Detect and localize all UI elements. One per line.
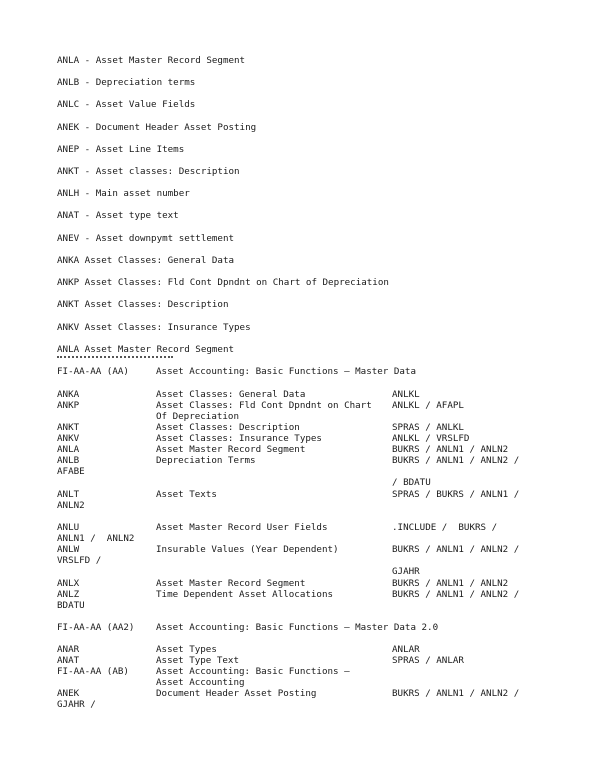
table-name: ANLB — [57, 455, 80, 466]
table-name: ANKV — [57, 433, 80, 444]
table-keys: ANLKL / AFAPL — [392, 400, 464, 411]
table-keys: SPRAS / ANLAR — [392, 655, 464, 666]
table-keys-tail: / BDATU — [392, 477, 431, 488]
table-keys-wrap: ANLN1 / ANLN2 — [57, 533, 135, 544]
table-desc: Depreciation Terms — [156, 455, 256, 466]
table-name: FI-AA-AA (AB) — [57, 666, 129, 677]
table-desc: Asset Classes: Description — [156, 422, 300, 433]
table-name: ANKT — [57, 422, 80, 433]
separator-rule — [57, 356, 173, 358]
section-title: Asset Accounting: Basic Functions – Master Data — [156, 366, 416, 377]
section-code: FI-AA-AA (AA2) — [57, 622, 135, 633]
intro-line: ANEK - Document Header Asset Posting — [57, 122, 257, 133]
table-desc: Insurable Values (Year Dependent) — [156, 544, 339, 555]
table-name: ANAR — [57, 644, 80, 655]
table-keys-wrap: AFABE — [57, 466, 85, 477]
table-keys: BUKRS / ANLN1 / ANLN2 / — [392, 589, 520, 600]
table-desc: Asset Type Text — [156, 655, 239, 666]
table-name: ANEK — [57, 688, 80, 699]
intro-line: ANLH - Main asset number — [57, 188, 190, 199]
table-name: ANAT — [57, 655, 80, 666]
table-keys: SPRAS / BUKRS / ANLN1 / — [392, 489, 520, 500]
table-desc: Asset Types — [156, 644, 217, 655]
table-desc: Asset Accounting — [156, 677, 245, 688]
table-desc: Asset Master Record Segment — [156, 578, 306, 589]
table-desc: Asset Classes: Insurance Types — [156, 433, 322, 444]
table-desc: Of Depreciation — [156, 411, 239, 422]
table-desc: Asset Texts — [156, 489, 217, 500]
table-keys: ANLAR — [392, 644, 420, 655]
table-name: ANLX — [57, 578, 80, 589]
table-name: ANLU — [57, 522, 80, 533]
intro-line: ANEP - Asset Line Items — [57, 144, 185, 155]
table-desc: Asset Master Record User Fields — [156, 522, 328, 533]
intro-line: ANLC - Asset Value Fields — [57, 99, 196, 110]
table-name: ANLZ — [57, 589, 80, 600]
intro-line: ANLA Asset Master Record Segment — [57, 344, 235, 355]
table-name: ANLW — [57, 544, 80, 555]
table-keys-wrap: VRSLFD / — [57, 555, 102, 566]
table-keys: SPRAS / ANLKL — [392, 422, 464, 433]
intro-line: ANEV - Asset downpymt settlement — [57, 233, 235, 244]
intro-line: ANAT - Asset type text — [57, 210, 179, 221]
table-keys-wrap: GJAHR / — [57, 699, 96, 710]
table-name: ANKP — [57, 400, 80, 411]
table-desc: Asset Master Record Segment — [156, 444, 306, 455]
table-keys: BUKRS / ANLN1 / ANLN2 / — [392, 455, 520, 466]
intro-line: ANKT Asset Classes: Description — [57, 299, 229, 310]
intro-line: ANKA Asset Classes: General Data — [57, 255, 235, 266]
intro-line: ANLB - Depreciation terms — [57, 77, 196, 88]
table-desc: Asset Classes: General Data — [156, 389, 306, 400]
table-desc: Time Dependent Asset Allocations — [156, 589, 334, 600]
section-code: FI-AA-AA (AA) — [57, 366, 129, 377]
intro-line: ANLA - Asset Master Record Segment — [57, 55, 246, 66]
table-keys: BUKRS / ANLN1 / ANLN2 — [392, 578, 509, 589]
table-keys: BUKRS / ANLN1 / ANLN2 / — [392, 544, 520, 555]
intro-line: ANKP Asset Classes: Fld Cont Dpndnt on Chart of Depreciation — [57, 277, 389, 288]
table-name: ANKA — [57, 389, 80, 400]
table-keys-wrap: BDATU — [57, 600, 85, 611]
intro-line: ANKT - Asset classes: Description — [57, 166, 240, 177]
table-keys-wrap: ANLN2 — [57, 500, 85, 511]
intro-line: ANKV Asset Classes: Insurance Types — [57, 322, 251, 333]
table-desc: Asset Accounting: Basic Functions – — [156, 666, 350, 677]
table-desc: Asset Classes: Fld Cont Dpndnt on Chart — [156, 400, 372, 411]
table-keys: .INCLUDE / BUKRS / — [392, 522, 498, 533]
table-name: ANLT — [57, 489, 80, 500]
section-title: Asset Accounting: Basic Functions – Master Data 2.0 — [156, 622, 439, 633]
table-keys: ANLKL — [392, 389, 420, 400]
table-keys: BUKRS / ANLN1 / ANLN2 / — [392, 688, 520, 699]
table-desc: Document Header Asset Posting — [156, 688, 317, 699]
table-keys-tail: GJAHR — [392, 566, 420, 577]
table-name: ANLA — [57, 444, 80, 455]
table-keys: ANLKL / VRSLFD — [392, 433, 470, 444]
table-keys: BUKRS / ANLN1 / ANLN2 — [392, 444, 509, 455]
